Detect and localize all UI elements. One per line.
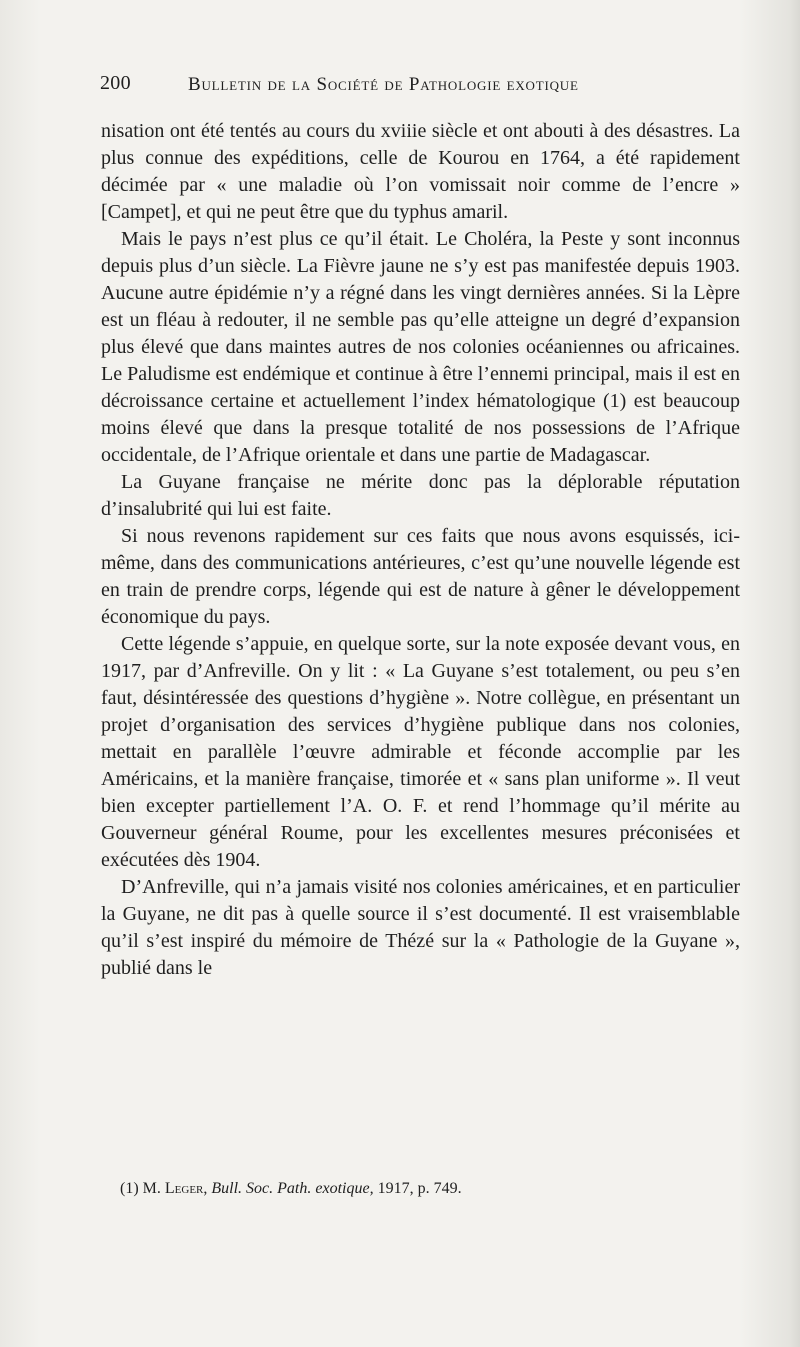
paragraph-4: Si nous revenons rapidement sur ces faits que nous avons esquissés, ici-même, dans des communications antérieures, c’est qu’une nouvelle légende est en train de prendre corps, légende qui est de nature à gêner le développement économique du pays.	[101, 525, 740, 628]
paragraph-6: D’Anfreville, qui n’a jamais visité nos colonies américaines, et en particulier la Guyane, ne dit pas à quelle source il s’est documenté. Il est vraisemblable qu’il s’est inspiré du mémoire de Thézé sur la « Pathologie de la Guyane », publié dans le	[101, 876, 740, 979]
paragraph-1: nisation ont été tentés au cours du xviiie siècle et ont abouti à des désastres. La plus connue des expéditions, celle de Kourou en 1764, a été rapidement décimée par « une maladie où l’on vomissait noir comme de l’encre » [Campet], et qui ne peut être que du typhus amaril.	[101, 120, 740, 223]
page-number: 200	[100, 72, 131, 94]
footnote-citation: 1917, p. 749.	[377, 1180, 462, 1197]
running-header	[100, 72, 700, 102]
paragraph-3: La Guyane française ne mérite donc pas la déplorable réputation d’insalubrité qui lui est faite.	[101, 471, 740, 520]
footnote-marker: (1)	[120, 1180, 139, 1197]
footnote-author: M. Leger,	[142, 1180, 208, 1197]
paragraph-5: Cette légende s’appuie, en quelque sorte, sur la note exposée devant vous, en 1917, par d’Anfreville. On y lit : « La Guyane s’est totalement, ou peu s’en faut, désintéressée des questions d’hygiène ». Notre collègue, en présentant un projet d’organisation des services d’hygiène publique dans nos colonies, mettait en parallèle l’œuvre admirable et féconde accomplie par les Américains, et la manière française, timorée et « sans plan uniforme ». Il veut bien excepter partiellement l’A. O. F. et rend l’hommage qu’il mérite au Gouverneur général Roume, pour les excellentes mesures préconisées et exécutées dès 1904.	[101, 633, 740, 871]
running-title: Bulletin de la Société de Pathologie exotique	[188, 74, 579, 95]
body-text	[101, 118, 740, 982]
footnote-journal: Bull. Soc. Path. exotique,	[211, 1180, 374, 1197]
footnote	[120, 1178, 740, 1200]
paragraph-2: Mais le pays n’est plus ce qu’il était. Le Choléra, la Peste y sont inconnus depuis plus d’un siècle. La Fièvre jaune ne s’y est pas manifestée depuis 1903. Aucune autre épidémie n’y a régné dans les vingt dernières années. Si la Lèpre est un fléau à redouter, il ne semble pas qu’elle atteigne un degré d’expansion plus élevé que dans maintes autres de nos colonies océaniennes ou africaines. Le Paludisme est endémique et continue à être l’ennemi principal, mais il est en décroissance certaine et actuellement l’index hématologique (1) est beaucoup moins élevé que dans la presque totalité de nos possessions de l’Afrique occidentale, de l’Afrique orientale et dans une partie de Madagascar.	[101, 228, 740, 466]
